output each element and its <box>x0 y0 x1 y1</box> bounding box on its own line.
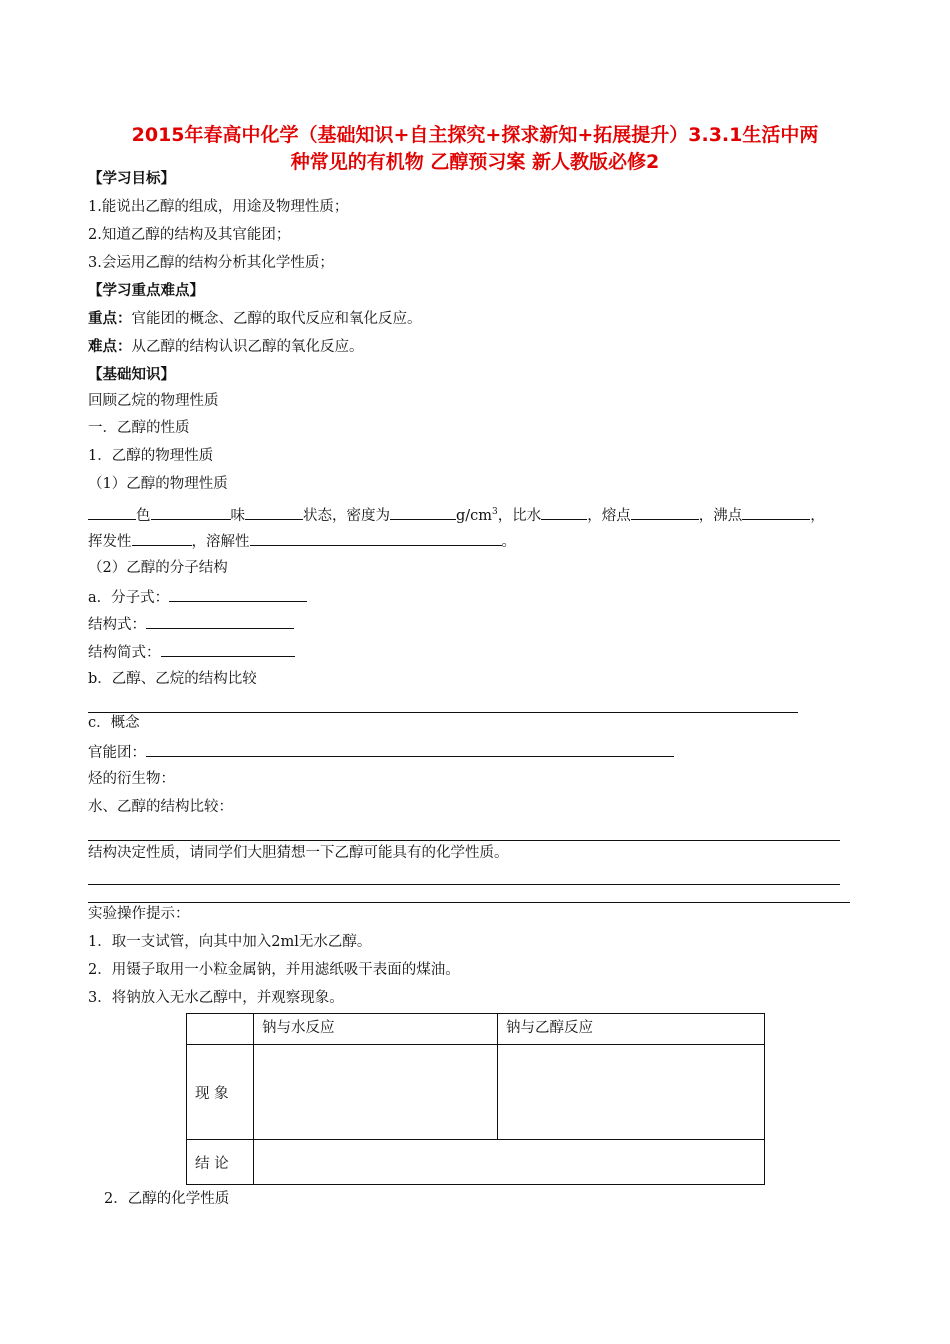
concept-line: c．概念 <box>88 715 140 731</box>
solubility-label: ，溶解性 <box>191 534 250 550</box>
density-unit: g/cm <box>456 507 493 524</box>
formula-line <box>88 586 307 608</box>
phys-properties-line <box>88 502 825 526</box>
density-label: 状态，密度为 <box>303 507 390 524</box>
state-blank[interactable] <box>245 504 303 520</box>
subsection-1: 1．乙醇的物理性质 <box>88 448 214 464</box>
experiment-heading: 实验操作提示： <box>88 906 190 922</box>
unit-sup: 3 <box>492 507 498 517</box>
derivative-line: 烃的衍生物： <box>88 771 175 787</box>
functional-label: 官能团： <box>88 745 146 761</box>
keypoints-heading: 【学习重点难点】 <box>88 282 204 299</box>
formula-blank[interactable] <box>169 586 307 602</box>
formula-label: a．分子式： <box>88 590 170 606</box>
color-blank[interactable] <box>88 504 136 520</box>
basics-heading: 【基础知识】 <box>88 366 175 383</box>
title-line-2: 种常见的有机物 乙醇预习案 新人教版必修2 <box>290 151 660 173</box>
objective-3: 3.会运用乙醇的结构分析其化学性质； <box>88 255 334 271</box>
table-row-label-conclusion: 结 论 <box>187 1140 254 1185</box>
functional-line <box>88 741 674 763</box>
smell-blank[interactable] <box>151 504 231 520</box>
volatile-label: 挥发性 <box>88 534 132 550</box>
answer-rule[interactable] <box>88 902 850 903</box>
struct-heading: （2）乙醇的分子结构 <box>88 560 228 576</box>
boil-label: ，沸点 <box>698 507 743 524</box>
section-1: 一．乙醇的性质 <box>88 420 190 436</box>
compare-line: b．乙醇、乙烷的结构比较 <box>88 671 257 687</box>
difficult-text: 从乙醇的结构认识乙醇的氧化反应。 <box>131 339 364 355</box>
table-header-ethanol: 钠与乙醇反应 <box>498 1014 765 1045</box>
smell-label: 味 <box>230 507 245 524</box>
answer-rule[interactable] <box>88 884 840 885</box>
phys-heading: （1）乙醇的物理性质 <box>88 476 228 492</box>
objective-2: 2.知道乙醇的结构及其官能团； <box>88 227 291 243</box>
color-label: 色 <box>136 507 151 524</box>
simplified-blank[interactable] <box>161 641 295 657</box>
functional-blank[interactable] <box>146 741 674 757</box>
density-blank[interactable] <box>390 504 456 520</box>
difficult-point <box>88 337 364 357</box>
table-row <box>187 1014 765 1045</box>
key-text: 官能团的概念、乙醇的取代反应和氧化反应。 <box>131 311 422 327</box>
objective-1: 1.能说出乙醇的组成，用途及物理性质； <box>88 199 349 215</box>
guess-line: 结构决定性质，请同学们大胆猜想一下乙醇可能具有的化学性质。 <box>88 845 509 861</box>
structural-label: 结构式： <box>88 617 146 633</box>
key-label: 重点： <box>88 310 132 327</box>
table-header-water: 钠与水反应 <box>254 1014 498 1045</box>
phenomenon-water-cell[interactable] <box>254 1045 498 1140</box>
simplified-line <box>88 641 295 663</box>
volatility-line <box>88 530 516 552</box>
volatile-blank[interactable] <box>132 530 192 546</box>
water-blank[interactable] <box>541 504 587 520</box>
table-row <box>187 1045 765 1140</box>
observation-table <box>186 1013 765 1185</box>
title-line-1: 2015年春高中化学（基础知识+自主探究+探求新知+拓展提升）3.3.1生活中两 <box>131 124 819 146</box>
comma: ， <box>810 507 825 524</box>
key-point <box>88 309 422 329</box>
period: 。 <box>501 534 516 550</box>
boil-blank[interactable] <box>742 504 810 520</box>
structural-blank[interactable] <box>146 613 294 629</box>
difficult-label: 难点： <box>88 338 132 355</box>
solubility-blank[interactable] <box>250 530 502 546</box>
water-compare-line: 水、乙醇的结构比较： <box>88 799 233 815</box>
document-title <box>60 122 890 176</box>
simplified-label: 结构简式： <box>88 645 161 661</box>
table-row <box>187 1140 765 1185</box>
answer-rule[interactable] <box>88 712 798 713</box>
melt-label: ，熔点 <box>587 507 631 524</box>
answer-rule[interactable] <box>88 840 840 841</box>
water-label: ，比水 <box>497 507 542 524</box>
review-line: 回顾乙烷的物理性质 <box>88 393 219 409</box>
table-corner-cell <box>187 1014 254 1045</box>
phenomenon-ethanol-cell[interactable] <box>498 1045 765 1140</box>
experiment-step-3: 3．将钠放入无水乙醇中，并观察现象。 <box>88 990 344 1006</box>
table-row-label-phenomenon: 现 象 <box>187 1045 254 1140</box>
conclusion-cell[interactable] <box>254 1140 765 1185</box>
melt-blank[interactable] <box>631 504 699 520</box>
chem-properties-heading: 2．乙醇的化学性质 <box>104 1191 230 1207</box>
structural-line <box>88 613 294 635</box>
objectives-heading: 【学习目标】 <box>88 170 175 187</box>
experiment-step-1: 1．取一支试管，向其中加入2ml无水乙醇。 <box>88 934 372 950</box>
experiment-step-2: 2．用镊子取用一小粒金属钠，并用滤纸吸干表面的煤油。 <box>88 962 460 978</box>
